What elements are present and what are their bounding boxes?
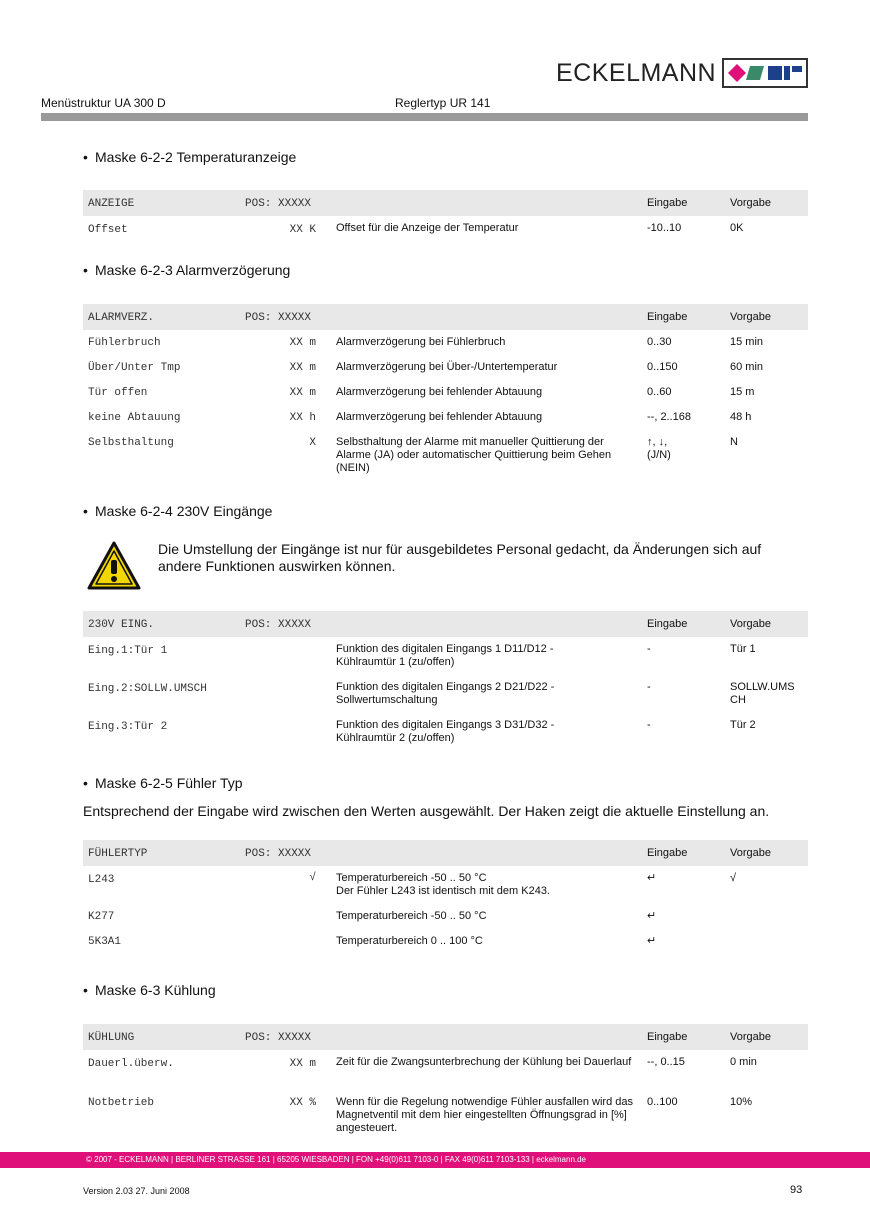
table-temperaturanzeige xyxy=(83,190,808,242)
table-cell: 5K3A1 xyxy=(88,936,122,948)
table-row xyxy=(83,866,808,904)
table-cell: K277 xyxy=(88,911,115,923)
table-cell: POS: XXXXX xyxy=(245,198,312,210)
table-cell: 48 h xyxy=(730,411,752,423)
table-cell: 0..150 xyxy=(647,361,678,373)
table-cell: 0..30 xyxy=(647,336,672,348)
table-cell: 0..100 xyxy=(647,1096,678,1108)
table-cell: 0 min xyxy=(730,1056,757,1068)
section-title: • Maske 6-2-2 Temperaturanzeige xyxy=(83,149,297,165)
table-cell: 230V EING. xyxy=(88,619,155,631)
table-row xyxy=(83,1090,808,1135)
footer-contact: © 2007 - ECKELMANN | BERLINER STRASSE 161 | 65205 WIESBADEN | FON +49(0)611 7103-0 | FAX 49(0)611 7103-133 | eckelmann.de xyxy=(86,1155,587,1164)
table-header xyxy=(83,190,808,216)
section-title: • Maske 6-2-3 Alarmverzögerung xyxy=(83,262,291,278)
version-info: Version 2.03 27. Juni 2008 xyxy=(83,1186,190,1196)
table-cell: Maske 6-3 Kühlung xyxy=(95,982,216,998)
table-cell: Tür 2 xyxy=(730,719,756,731)
table-cell: - xyxy=(647,681,651,693)
table-cell: Alarmverzögerung bei Über-/Untertemperatur xyxy=(336,361,558,373)
table-cell: FÜHLERTYP xyxy=(88,848,148,860)
table-cell: XX m xyxy=(289,362,316,374)
table-row xyxy=(83,330,808,355)
table-cell: Maske 6-2-4 230V Eingänge xyxy=(95,503,273,519)
table-header xyxy=(83,1024,808,1050)
warning-text: Die Umstellung der Eingänge ist nur für ausgebildetes Personal gedacht, da Änderungen sich auf andere Funktionen auswirken können. xyxy=(158,541,762,574)
table-fuehlertyp xyxy=(83,840,808,954)
table-cell: ↑, ↓, (J/N) xyxy=(647,436,671,461)
table-cell: POS: XXXXX xyxy=(245,848,312,860)
table-cell: POS: XXXXX xyxy=(245,619,312,631)
table-row xyxy=(83,355,808,380)
table-cell: Tür 1 xyxy=(730,643,756,655)
table-cell: Vorgabe xyxy=(730,618,771,630)
section-title: • Maske 6-2-5 Fühler Typ xyxy=(83,775,243,791)
table-cell: Notbetrieb xyxy=(88,1097,155,1109)
table-header xyxy=(83,611,808,637)
header-left: Menüstruktur UA 300 D xyxy=(41,96,166,110)
table-kuehlung xyxy=(83,1024,808,1135)
table-cell: Temperaturbereich 0 .. 100 °C xyxy=(336,935,483,947)
table-230v-eingaenge xyxy=(83,611,808,751)
table-cell: Vorgabe xyxy=(730,311,771,323)
header-center: Reglertyp UR 141 xyxy=(395,96,491,110)
table-cell: 0K xyxy=(730,222,744,234)
table-cell: keine Abtauung xyxy=(88,412,181,424)
table-row xyxy=(83,675,808,713)
table-cell: Eingabe xyxy=(647,1031,688,1043)
brand-name: ECKELMANN xyxy=(556,58,717,87)
table-cell: Eingabe xyxy=(647,197,688,209)
brand-logo xyxy=(556,58,808,88)
table-header xyxy=(83,304,808,330)
table-cell: Alarmverzögerung bei Fühlerbruch xyxy=(336,336,506,348)
table-cell: Vorgabe xyxy=(730,1031,771,1043)
table-cell: Dauerl.überw. xyxy=(88,1058,174,1070)
table-cell: -10..10 xyxy=(647,222,682,234)
table-cell: Vorgabe xyxy=(730,847,771,859)
table-cell: XX m xyxy=(289,387,316,399)
table-cell: XX m xyxy=(289,337,316,349)
footer-bar xyxy=(0,1152,870,1168)
table-cell: Maske 6-2-2 Temperaturanzeige xyxy=(95,149,297,165)
table-cell: POS: XXXXX xyxy=(245,312,312,324)
table-row xyxy=(83,405,808,430)
table-cell: 15 min xyxy=(730,336,764,348)
table-cell: XX h xyxy=(289,412,316,424)
table-cell: XX % xyxy=(289,1097,316,1109)
check-icon: √ xyxy=(730,872,737,884)
table-row xyxy=(83,1050,808,1090)
table-cell: XX K xyxy=(289,224,316,236)
table-cell: Wenn für die Regelung notwendige Fühler ausfallen wird das Magnetventil mit dem hier eingestellten Öffnungsgrad in [%] angesteuert. xyxy=(336,1096,633,1134)
table-cell: Selbsthaltung der Alarme mit manueller Quittierung der Alarme (JA) oder automatischer Quittierung beim Gehen (NEIN) xyxy=(336,436,612,474)
table-row xyxy=(83,637,808,675)
table-cell: Eingabe xyxy=(647,311,688,323)
table-cell: 60 min xyxy=(730,361,764,373)
table-cell: Eingabe xyxy=(647,847,688,859)
table-cell: Über/Unter Tmp xyxy=(88,362,181,374)
table-cell: Eing.3:Tür 2 xyxy=(88,721,168,733)
table-cell: Zeit für die Zwangsunterbrechung der Kühlung bei Dauerlauf xyxy=(336,1056,632,1068)
table-cell: Alarmverzögerung bei fehlender Abtauung xyxy=(336,411,543,423)
table-row xyxy=(83,929,808,954)
table-row xyxy=(83,713,808,751)
table-cell: Funktion des digitalen Eingangs 2 D21/D22 - Sollwertumschaltung xyxy=(336,681,555,706)
table-cell: Alarmverzögerung bei fehlender Abtauung xyxy=(336,386,543,398)
table-cell: Funktion des digitalen Eingangs 1 D11/D12 - Kühlraumtür 1 (zu/offen) xyxy=(336,643,554,668)
table-cell: N xyxy=(730,436,738,448)
header-divider xyxy=(41,113,808,121)
table-cell: Offset für die Anzeige der Temperatur xyxy=(336,222,519,234)
table-cell: ANZEIGE xyxy=(88,198,135,210)
table-row xyxy=(83,380,808,405)
table-row xyxy=(83,430,808,480)
table-cell: Eing.1:Tür 1 xyxy=(88,645,168,657)
table-cell: Fühlerbruch xyxy=(88,337,161,349)
table-row xyxy=(83,904,808,929)
table-cell: 15 m xyxy=(730,386,755,398)
table-cell: Tür offen xyxy=(88,387,148,399)
table-cell: ALARMVERZ. xyxy=(88,312,155,324)
check-icon: √ xyxy=(309,872,316,884)
table-cell: Temperaturbereich -50 .. 50 °C xyxy=(336,910,487,922)
table-cell: KÜHLUNG xyxy=(88,1032,135,1044)
table-cell: --, 2..168 xyxy=(647,411,692,423)
table-cell: 0..60 xyxy=(647,386,672,398)
table-cell: Eingabe xyxy=(647,618,688,630)
table-cell: 10% xyxy=(730,1096,753,1108)
table-cell: - xyxy=(647,719,651,731)
table-cell: SOLLW.UMSCH xyxy=(730,681,795,706)
table-cell: --, 0..15 xyxy=(647,1056,685,1068)
logo-mark-icon xyxy=(722,58,808,88)
page-number: 93 xyxy=(790,1184,803,1196)
table-cell: Offset xyxy=(88,224,128,236)
table-cell: Temperaturbereich -50 .. 50 °C Der Fühler L243 ist identisch mit dem K243. xyxy=(336,872,550,897)
table-alarmverzoegerung xyxy=(83,304,808,480)
section-title: • Maske 6-3 Kühlung xyxy=(83,982,216,998)
table-cell: Vorgabe xyxy=(730,197,771,209)
table-cell: POS: XXXXX xyxy=(245,1032,312,1044)
table-cell: XX m xyxy=(289,1058,316,1070)
table-row xyxy=(83,216,808,242)
table-cell: X xyxy=(309,437,316,449)
table-cell: Funktion des digitalen Eingangs 3 D31/D32 - Kühlraumtür 2 (zu/offen) xyxy=(336,719,555,744)
table-cell: Maske 6-2-5 Fühler Typ xyxy=(95,775,243,791)
section-title: • Maske 6-2-4 230V Eingänge xyxy=(83,503,273,519)
enter-icon: ↵ xyxy=(647,910,657,922)
table-cell: L243 xyxy=(88,874,115,886)
table-cell: - xyxy=(647,643,651,655)
table-cell: Eing.2:SOLLW.UMSCH xyxy=(88,683,207,695)
enter-icon: ↵ xyxy=(647,935,657,947)
warning-icon xyxy=(86,540,142,597)
table-cell: Selbsthaltung xyxy=(88,437,174,449)
enter-icon: ↵ xyxy=(647,872,657,884)
table-header xyxy=(83,840,808,866)
table-cell: Maske 6-2-3 Alarmverzögerung xyxy=(95,262,291,278)
intro-text: Entsprechend der Eingabe wird zwischen den Werten ausgewählt. Der Haken zeigt die aktuelle Einstellung an. xyxy=(83,803,770,819)
